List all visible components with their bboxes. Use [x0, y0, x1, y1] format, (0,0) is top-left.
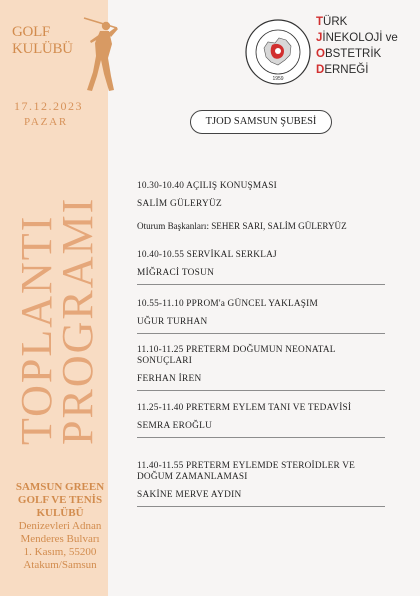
venue-name-line: KULÜBÜ — [36, 507, 84, 519]
venue-address-line: 1. Kasım, 55200 — [23, 546, 97, 558]
org-name-line: DERNEĞİ — [316, 64, 369, 76]
program-item-speaker: SEMRA EROĞLU — [137, 421, 213, 431]
org-name-line: TÜRK — [316, 16, 348, 28]
program-item-speaker: SALİM GÜLERYÜZ — [137, 199, 223, 209]
program-item — [137, 181, 385, 210]
tjod-seal-logo — [244, 18, 312, 86]
divider — [137, 333, 385, 334]
program-item-title: 11.40-11.55 PRETERM EYLEMDE STEROİDLER VE DOĞUM ZAMANLAMASI — [137, 461, 356, 482]
vertical-title-line2: PROGRAMI — [53, 196, 102, 445]
org-name-line: JİNEKOLOJİ ve — [316, 32, 398, 44]
venue-name-line: GOLF VE TENİS — [17, 494, 103, 506]
divider — [137, 284, 385, 285]
session-chairs: Oturum Başkanları: SEHER SARI, SALİM GÜLERYÜZ — [137, 221, 347, 231]
program-item-speaker: FERHAN İREN — [137, 374, 202, 384]
program-item — [137, 403, 385, 438]
program-item — [137, 250, 385, 285]
golf-logo-line2: KULÜBÜ — [12, 41, 73, 57]
divider — [137, 437, 385, 438]
program-item-title: 10.40-10.55 SERVİKAL SERKLAJ — [137, 250, 277, 260]
vertical-title-line1: TOPLANTI — [12, 214, 61, 445]
event-day: PAZAR — [24, 116, 69, 128]
program-item-title: 10.30-10.40 AÇILIŞ KONUŞMASI — [137, 181, 277, 191]
golfer-icon — [78, 16, 122, 94]
program-item — [137, 461, 385, 507]
golf-club-logo — [12, 16, 112, 86]
golf-logo-line1: GOLF — [12, 24, 50, 40]
program-item-speaker: MİĞRACİ TOSUN — [137, 268, 215, 278]
left-sidebar — [0, 0, 108, 596]
org-name-line: OBSTETRİK — [316, 48, 382, 60]
divider — [137, 506, 385, 507]
branch-badge: TJOD SAMSUN ŞUBESİ — [190, 110, 332, 134]
venue-name-line: SAMSUN GREEN — [15, 481, 105, 493]
tjod-name — [316, 14, 398, 78]
program-item — [137, 299, 385, 334]
seal-year: 1959 — [272, 76, 284, 82]
venue-block — [10, 481, 110, 572]
venue-address-line: Menderes Bulvarı — [20, 533, 100, 545]
program-item-title: 10.55-11.10 PPROM'a GÜNCEL YAKLAŞIM — [137, 299, 318, 309]
golf-club-logo-text — [12, 24, 73, 58]
program-item-speaker: SAKİNE MERVE AYDIN — [137, 490, 242, 500]
venue-address-line: Denizevleri Adnan — [18, 520, 102, 532]
program-item — [137, 345, 385, 391]
event-date: 17.12.2023 — [14, 99, 83, 113]
program-item-title: 11.10-11.25 PRETERM DOĞUMUN NEONATAL SONUÇLARI — [137, 345, 336, 366]
program-item-title: 11.25-11.40 PRETERM EYLEM TANI VE TEDAVİSİ — [137, 403, 352, 413]
divider — [137, 390, 385, 391]
venue-address-line: Atakum/Samsun — [23, 559, 97, 571]
program-item-speaker: UĞUR TURHAN — [137, 317, 208, 327]
